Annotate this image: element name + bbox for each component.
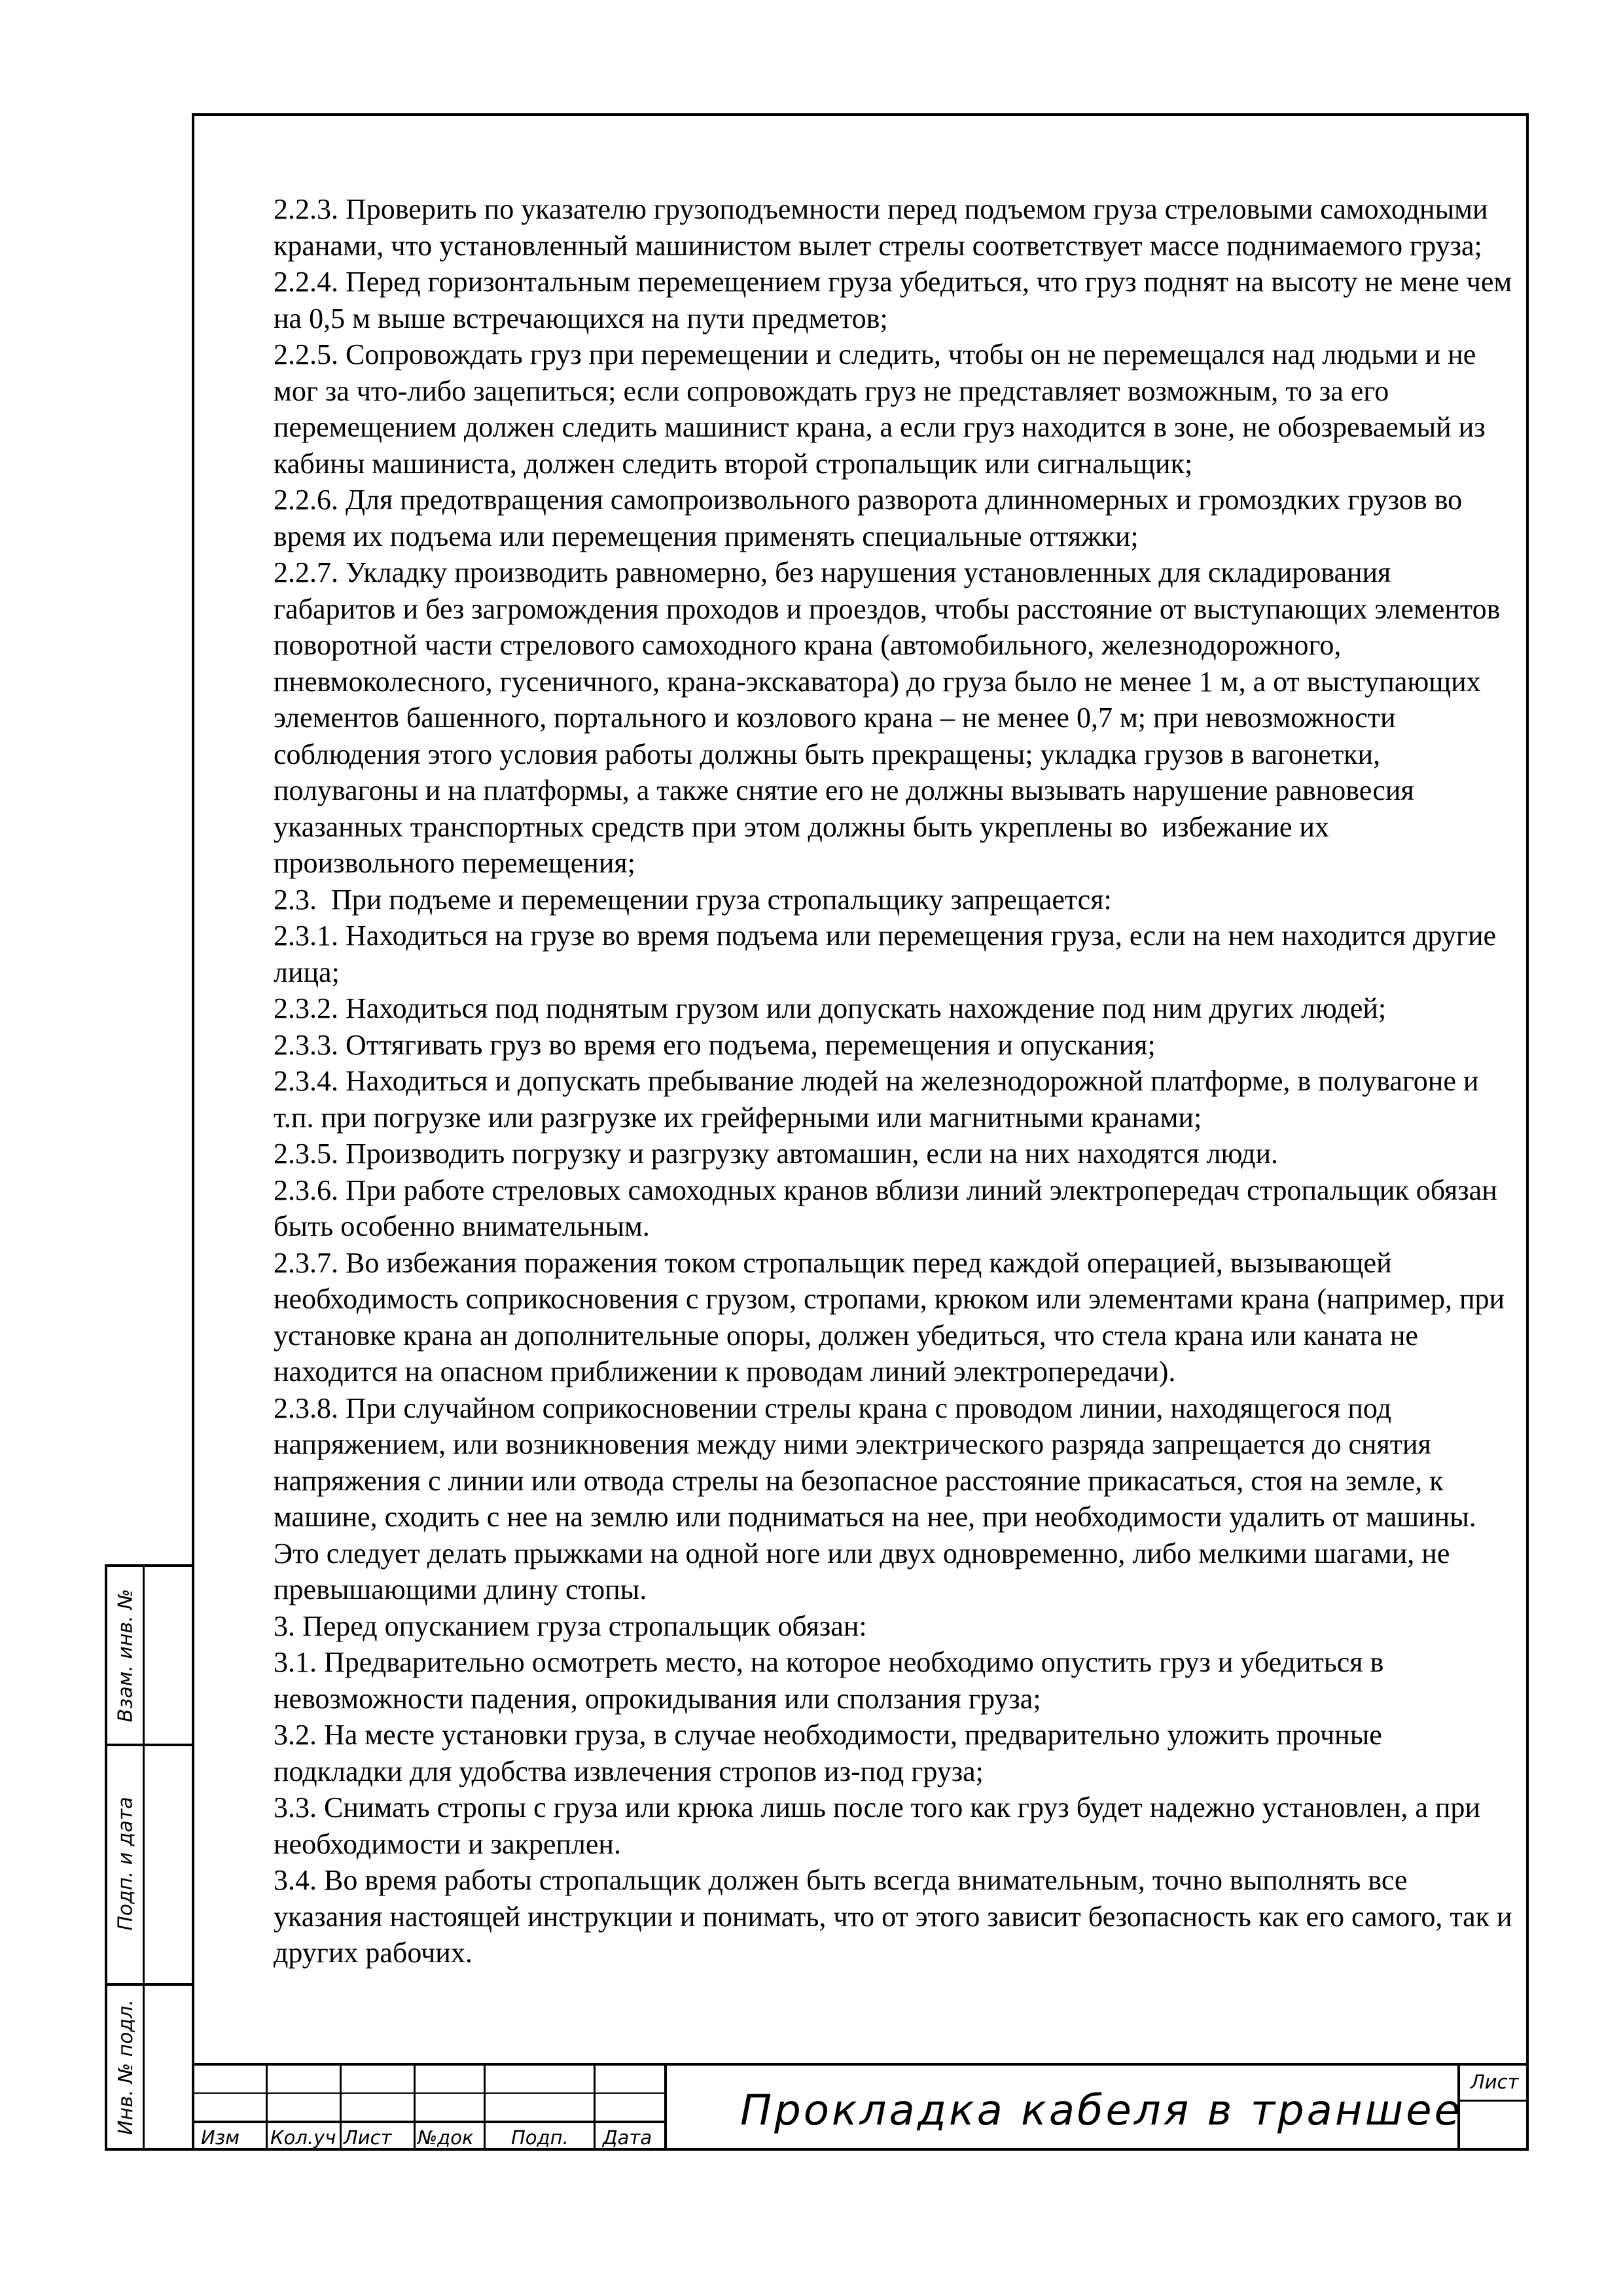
stamp-col-line [266,2063,268,2151]
side-label-vzam-inv: Взам. инв. № [114,1588,137,1722]
stamp-label-kol-uch: Кол.уч [270,2126,336,2149]
paragraph-2-3-4: 2.3.4. Находиться и допускать пребывание людей на железнодорожной платформе, в полувагоне и т.п. при погрузке или разгрузке их грейферными или магнитными кранами; [274,1065,1486,1134]
stamp-label-sheet: Лист [1471,2071,1519,2093]
paragraph-2-3-2: 2.3.2. Находиться под поднятым грузом или допускать нахождение под ним других людей; [274,992,1387,1024]
paragraph-2-3-3: 2.3.3. Оттягивать груз во время его подъема, перемещения и опускания; [274,1028,1156,1061]
stamp-label-data: Дата [603,2126,652,2149]
paragraph-3: 3. Перед опусканием груза стропальщик обязан: [274,1609,867,1642]
stamp-label-list: Лист [344,2126,392,2149]
paragraph-3-2: 3.2. На месте установки груза, в случае необходимости, предварительно уложить прочные подкладки для удобства извлечения стропов из-под груза; [274,1719,1389,1787]
stamp-label-izm: Изм [201,2126,240,2149]
stamp-row-line [1457,2100,1529,2102]
stamp-label-ndok: №док [418,2126,474,2149]
stamp-border [192,2063,1529,2066]
document-body [274,191,1520,1971]
stamp-col-line [484,2063,486,2151]
title-block [192,2063,1529,2151]
side-label-inv-podl: Инв. № подл. [114,1999,137,2135]
paragraph-2-2-7: 2.2.7. Укладку производить равномерно, без нарушения установленных для складирования габаритов и без загромождения проходов и проездов, чтобы расстояние от выступающих элементов поворотной части стрелового самоходного крана (автомобильного, железнодорожного, пневмоколесного, гусеничного, крана-экскаватора) до груза было не менее 1 м, а от выступающих элементов башенного, портального и козлового крана – не менее 0,7 м; при невозможности соблюдения этого условия работы должны быть прекращены; укладка грузов в вагонетки, полувагоны и на платформы, а также снятие его не должны вызывать нарушение равновесия указанных транспортных средств при этом должны быть укреплены во избежание их произвольного перемещения; [274,556,1508,879]
paragraph-2-2-6: 2.2.6. Для предотвращения самопроизвольного разворота длинномерных и громоздких грузов во время их подъема или перемещения применять специальные оттяжки; [274,484,1470,552]
paragraph-2-2-4: 2.2.4. Перед горизонтальным перемещением груза убедиться, что груз поднят на высоту не мене чем на 0,5 м выше встречающихся на пути предметов; [274,266,1520,334]
side-strip [105,1564,192,2151]
paragraph-2-3-7: 2.3.7. Во избежания поражения током стропальщик перед каждой операцией, вызывающей необходимость соприкосновения с грузом, стропами, крюком или элементами крана (например, при установке крана ан дополнительные опоры, должен убедиться, что стела крана или каната не находится на опасном приближении к проводам линий электропередачи). [274,1246,1512,1388]
paragraph-2-2-3: 2.2.3. Проверить по указателю грузоподъемности перед подъемом груза стреловыми самоходными кранами, что установленный машинистом вылет стрелы соответствует массе поднимаемого груза; [274,193,1495,262]
paragraph-2-3-1: 2.3.1. Находиться на грузе во время подъема или перемещения груза, если на нем находится другие лица; [274,920,1504,988]
stamp-col-line [414,2063,416,2151]
document-title: Прокладка кабеля в траншее [740,2087,1463,2135]
stamp-label-podp: Подп. [511,2126,569,2149]
side-strip-divider [143,1567,145,2148]
paragraph-2-3-6: 2.3.6. При работе стреловых самоходных кранов вблизи линий электропередач стропальщик обязан быть особенно внимательным. [274,1174,1505,1242]
stamp-col-line [340,2063,342,2151]
paragraph-2-3: 2.3. При подъеме и перемещении груза стропальщику запрещается: [274,883,1112,916]
paragraph-3-3: 3.3. Снимать стропы с груза или крюка лишь после того как груз будет надежно установлен, а при необходимости и закреплен. [274,1791,1488,1860]
paragraph-3-4: 3.4. Во время работы стропальщик должен быть всегда внимательным, точно выполнять все указания настоящей инструкции и понимать, что от этого зависит безопасность как его самого, так и других рабочих. [274,1864,1520,1969]
paragraph-3-1: 3.1. Предварительно осмотреть место, на которое необходимо опустить груз и убедиться в невозможности падения, опрокидывания или сползания груза; [274,1646,1391,1715]
paragraph-2-3-8: 2.3.8. При случайном соприкосновении стрелы крана с проводом линии, находящегося под напряжением, или возникновения между ними электрического разряда запрещается до снятия напряжения с линии или отвода стрелы на безопасное расстояние прикасаться, стоя на земле, к машине, сходить с нее на землю или подниматься на нее, при необходимости удалить от машины. Это следует делать прыжками на одной ноге или двух одновременно, либо мелкими шагами, не превышающими длину стопы. [274,1391,1484,1605]
stamp-col-line [594,2063,596,2151]
stamp-col-line [664,2063,667,2151]
paragraph-2-3-5: 2.3.5. Производить погрузку и разгрузку автомашин, если на них находятся люди. [274,1138,1279,1170]
side-label-podp-data: Подп. и дата [114,1796,137,1931]
paragraph-2-2-5: 2.2.5. Сопровождать груз при перемещении и следить, чтобы он не перемещался над людьми и не мог за что-либо зацепиться; если сопровождать груз не представляет возможным, то за его перемещением должен следить машинист крана, а если груз находится в зоне, не обозреваемый из кабины машиниста, должен следить второй стропальщик или сигнальщик; [274,338,1493,480]
